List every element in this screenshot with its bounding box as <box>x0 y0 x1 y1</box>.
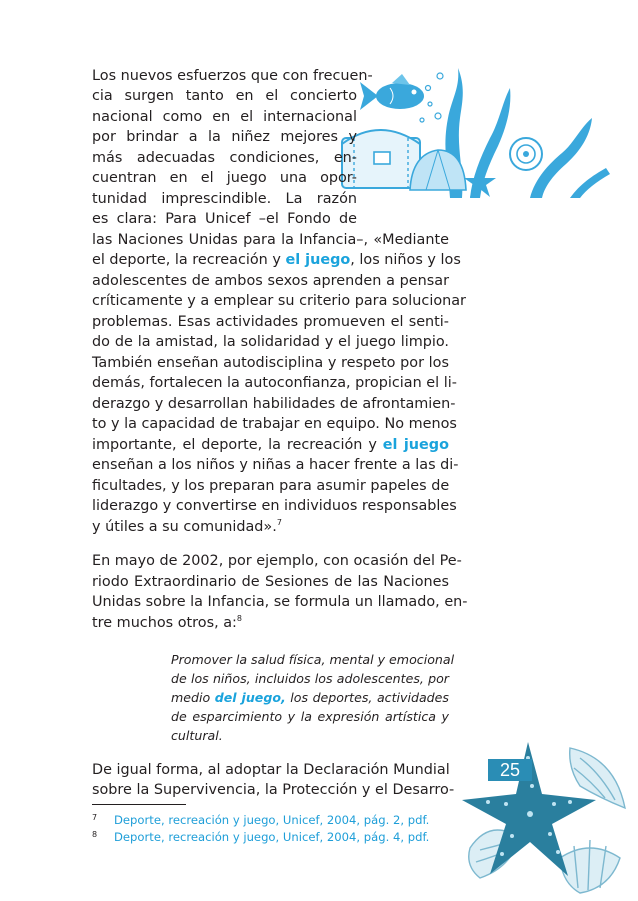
footnote <box>92 812 429 828</box>
footnote-ref: 8 <box>236 614 242 624</box>
body-line: liderazgo y convertirse en individuos responsables <box>92 498 457 514</box>
body-text: el deporte, la recreación y <box>92 252 286 268</box>
body-line: derazgo y desarrollan habilidades de afrontamien- <box>92 396 456 412</box>
quote-line: Promover la salud física, mental y emocional <box>171 652 455 667</box>
footnote-ref: 7 <box>276 518 282 528</box>
footnote-text: Deporte, recreación y juego, Unicef, 2004, pág. 2, pdf. <box>114 813 430 827</box>
body-line: En mayo de 2002, por ejemplo, con ocasión del Pe- <box>92 553 462 569</box>
body-line: nacional como en el internacional <box>92 109 357 125</box>
body-line: riodo Extraordinario de Sesiones de las Naciones <box>92 574 449 590</box>
body-line: do de la amistad, la solidaridad y el juego limpio. <box>92 334 449 350</box>
highlight-term: el juego <box>382 437 449 453</box>
body-text: , los niños y los <box>350 252 461 268</box>
footnote-text: Deporte, recreación y juego, Unicef, 2004, pág. 4, pdf. <box>114 830 430 844</box>
body-text: y útiles a su comunidad». <box>92 519 277 535</box>
quote-line: de esparcimiento y la expresión artística y <box>171 709 449 724</box>
footnote <box>92 829 429 845</box>
body-line <box>92 613 242 633</box>
body-line <box>92 517 282 537</box>
body-line: Unidas sobre la Infancia, se formula un llamado, en- <box>92 594 468 610</box>
body-line: También enseñan autodisciplina y respeto por los <box>92 355 449 371</box>
body-line: De igual forma, al adoptar la Declaración Mundial <box>92 762 450 778</box>
quote-text: los deportes, actividades <box>285 690 449 705</box>
body-line: demás, fortalecen la autoconfianza, propician el li- <box>92 375 457 391</box>
body-line: tunidad imprescindible. La razón <box>92 191 357 207</box>
body-line: las Naciones Unidas para la Infancia–, «Mediante <box>92 232 449 248</box>
body-line: por brindar a la niñez mejores y <box>92 129 357 145</box>
quote-text: medio <box>171 690 215 705</box>
body-line: sobre la Supervivencia, la Protección y el Desarro- <box>92 782 455 798</box>
quote-line: de los niños, incluidos los adolescentes, por <box>171 671 449 686</box>
body-text: tre muchos otros, a: <box>92 615 237 631</box>
footnote-number: 8 <box>92 830 98 839</box>
body-line: cia surgen tanto en el concierto <box>92 88 357 104</box>
body-line: enseñan a los niños y niñas a hacer frente a las di- <box>92 457 459 473</box>
body-line: críticamente y a emplear su criterio para solucionar <box>92 293 466 309</box>
sea-illustration-bottom <box>450 738 635 898</box>
body-text: importante, el deporte, la recreación y <box>92 437 383 453</box>
body-line: más adecuadas condiciones, en- <box>92 150 357 166</box>
quote-line: cultural. <box>171 728 223 743</box>
body-line: cuentran en el juego una opor- <box>92 170 357 186</box>
body-line: ficultades, y los preparan para asumir papeles de <box>92 478 450 494</box>
footnote-number: 7 <box>92 813 98 822</box>
page-number: 25 <box>488 759 532 781</box>
body-line: to y la capacidad de trabajar en equipo. No menos <box>92 416 457 432</box>
body-line <box>92 435 449 455</box>
body-line: adolescentes de ambos sexos aprenden a pensar <box>92 273 449 289</box>
body-line <box>92 250 461 270</box>
footnote-divider <box>92 804 186 805</box>
quote-line <box>171 688 449 707</box>
sea-illustration-top <box>330 58 620 208</box>
body-line: Los nuevos esfuerzos que con frecuen- <box>92 68 373 84</box>
body-line: es clara: Para Unicef –el Fondo de <box>92 211 357 227</box>
body-line: problemas. Esas actividades promueven el senti- <box>92 314 449 330</box>
highlight-term: del juego, <box>214 690 286 705</box>
highlight-term: el juego <box>285 252 351 268</box>
